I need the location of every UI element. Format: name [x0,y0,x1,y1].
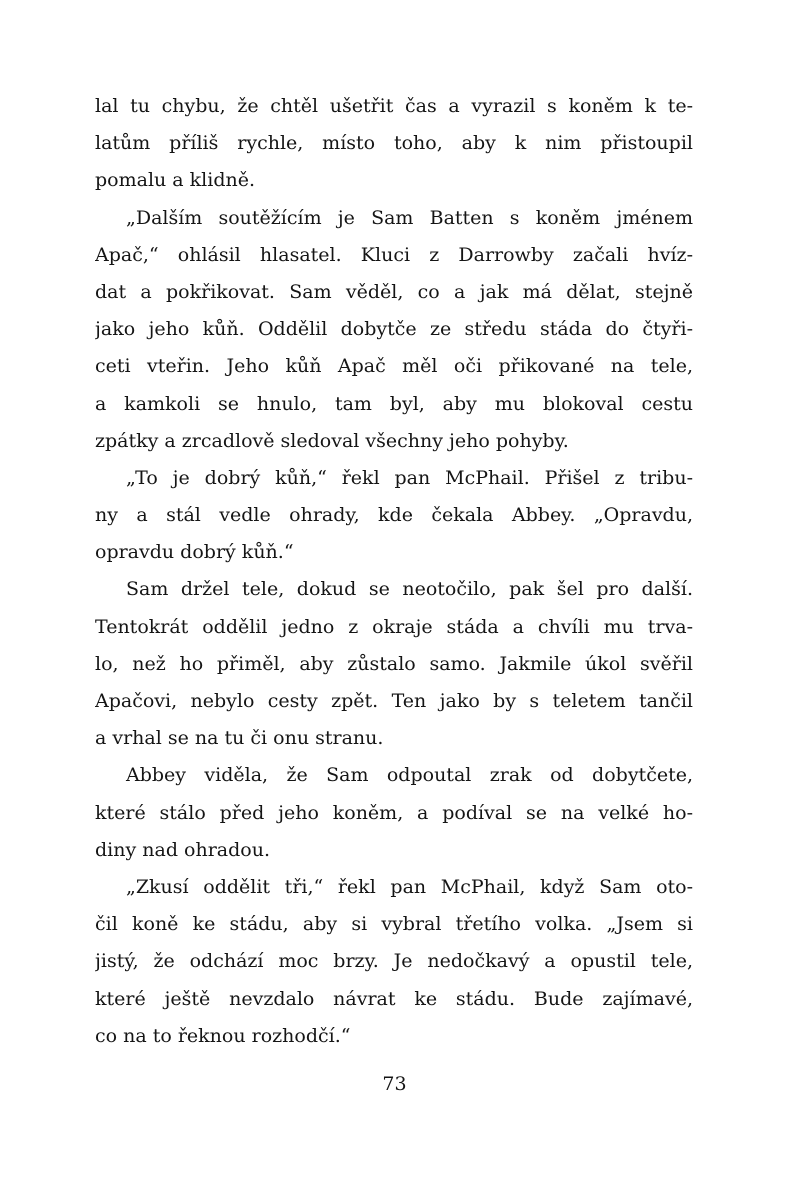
text-line: Apačovi, nebylo cesty zpět. Ten jako by s teletem tančil [95,690,693,712]
paragraph [95,460,693,572]
text-line: ny a stál vedle ohrady, kde čekala Abbey. „Opravdu, [95,504,693,527]
text-line: „To je dobrý kůň,“ řekl pan McPhail. Přišel z tribu- [126,466,693,489]
paragraph [95,88,693,200]
text-line: co na to řeknou rozhodčí.“ [95,1024,351,1047]
text-line: latům příliš rychle, místo toho, aby k nim přistoupil [95,132,693,155]
text-line: „Dalším soutěžícím je Sam Batten s koněm jménem [126,206,693,229]
text-line: lo, než ho přiměl, aby zůstalo samo. Jakmile úkol svěřil [95,652,693,675]
text-line: čil koně ke stádu, aby si vybral třetího volka. „Jsem si [95,913,693,936]
text-line: ceti vteřin. Jeho kůň Apač měl oči přikované na tele, [95,355,693,378]
paragraph [95,869,693,1055]
text-line: které ještě nevzdalo návrat ke stádu. Bude zajímavé, [95,987,693,1010]
text-line: „Zkusí oddělit tři,“ řekl pan McPhail, když Sam oto- [126,875,693,898]
text-line: Abbey viděla, že Sam odpoutal zrak od dobytčete, [126,764,693,787]
text-line: dat a pokřikovat. Sam věděl, co a jak má dělat, stejně [95,280,693,303]
text-line: Sam držel tele, dokud se neotočilo, pak šel pro další. [126,578,693,601]
text-line: a vrhal se na tu či onu stranu. [95,727,384,750]
text-line: jako jeho kůň. Oddělil dobytče ze středu stáda do čtyři- [95,318,693,341]
text-line: lal tu chybu, že chtěl ušetřit čas a vyrazil s koněm k te- [95,95,693,117]
paragraph [95,757,693,869]
text-line: opravdu dobrý kůň.“ [95,541,294,564]
text-line: a kamkoli se hnulo, tam byl, aby mu blokoval cestu [95,392,693,415]
text-line: pomalu a klidně. [95,169,256,192]
text-line: Apač,“ ohlásil hlasatel. Kluci z Darrowby začali hvíz- [95,243,693,266]
body-text [95,88,693,1055]
text-line: zpátky a zrcadlově sledoval všechny jeho pohyby. [95,429,569,452]
page-number: 73 [382,1073,407,1095]
paragraph [95,571,693,757]
text-line: které stálo před jeho koněm, a podíval se na velké ho- [95,801,693,824]
text-line: jistý, že odchází moc brzy. Je nedočkavý a opustil tele, [95,950,693,973]
text-line: diny nad ohradou. [95,838,270,861]
text-line: Tentokrát oddělil jedno z okraje stáda a chvíli mu trva- [95,615,693,638]
paragraph [95,200,693,460]
